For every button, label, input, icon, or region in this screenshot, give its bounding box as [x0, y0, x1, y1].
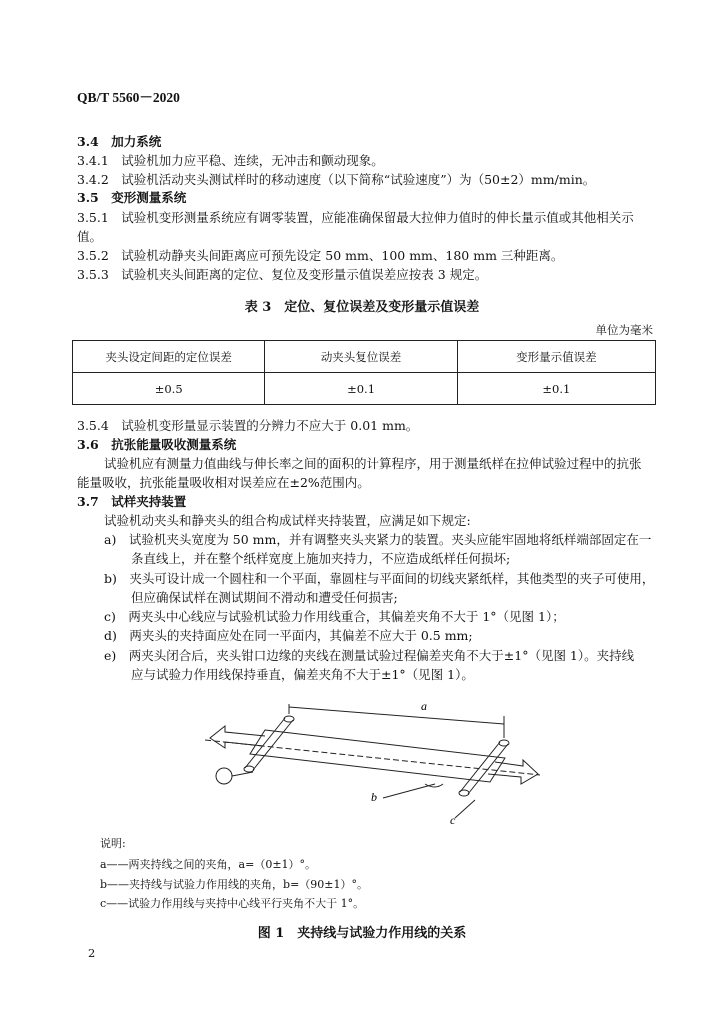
item-b-line2: 但应确保试样在测试期间不滑动和遭受任何损害; — [131, 590, 398, 605]
table-row — [73, 373, 656, 405]
force-line — [205, 740, 540, 775]
specimen-strip — [250, 730, 505, 782]
clause-3-6-line1: 试验机应有测量力值曲线与伸长率之间的面积的计算程序，用于测量纸样在拉伸试验过程中的抗张 — [104, 456, 642, 471]
item-d: d) 两夹头的夹持面应处在同一平面内，其偏差不应大于 0.5 mm; — [104, 628, 473, 643]
right-clamp-line — [468, 744, 508, 794]
clause-3-5-2: 3.5.2 试验机动静夹头间距离应可预先设定 50 mm、100 mm、180 mm 三种距离。 — [77, 248, 564, 263]
clause-3-6-line2: 能量吸收，抗张能量吸收相对误差应在±2%范围内。 — [77, 475, 370, 490]
clause-3-5-4: 3.5.4 试验机变形量显示装置的分辨力不应大于 0.01 mm。 — [77, 418, 419, 433]
right-clamp-end — [459, 790, 469, 796]
table-header-cell: 夹头设定间距的定位误差 — [73, 341, 265, 373]
clause-3-7-intro: 试验机动夹头和静夹头的组合构成试样夹持装置，应满足如下规定: — [104, 513, 471, 528]
table-cell: ±0.1 — [265, 373, 457, 405]
figure-notes-title: 说明: — [100, 837, 126, 850]
clause-3-5-3: 3.5.3 试验机夹头间距离的定位、复位及变形量示值误差应按表 3 规定。 — [77, 267, 488, 282]
page-number: 2 — [88, 946, 96, 960]
section-3-7-heading: 3.7 试样夹持装置 — [77, 494, 187, 509]
leader-b — [383, 784, 435, 798]
item-a-line2: 条直线上，并在整个纸样宽度上施加夹持力，不应造成纸样任何损坏; — [131, 551, 511, 566]
dimension-a — [289, 704, 504, 738]
document-code: QB/T 5560－2020 — [77, 90, 180, 105]
gauge-line — [232, 772, 253, 776]
clause-3-5-1-line1: 3.5.1 试验机变形测量系统应有调零装置，应能准确保留最大拉伸力值时的伸长量示值或其他相关示 — [77, 210, 634, 225]
figure-label-b: b — [371, 790, 377, 804]
table-header-row — [73, 341, 656, 373]
section-3-4-heading: 3.4 加力系统 — [77, 134, 162, 149]
clause-3-5-1-line2: 值。 — [77, 229, 103, 244]
gauge-circle — [216, 768, 232, 784]
item-a-line1: a) 试验机夹头宽度为 50 mm，并有调整夹头夹紧力的装置。夹头应能牢固地将纸样端部固定在一 — [104, 532, 652, 547]
item-c: c) 两夹头中心线应与试验机试验力作用线重合，其偏差夹角不大于 1°（见图 1）； — [104, 609, 565, 624]
left-clamp-line — [245, 718, 285, 768]
left-force-arrow — [210, 726, 265, 748]
section-3-5-heading: 3.5 变形测量系统 — [77, 190, 187, 205]
left-clamp-line — [253, 720, 293, 770]
item-b-line1: b) 夹头可设计成一个圆柱和一个平面，靠圆柱与平面间的切线夹紧纸样，其他类型的夹子可使用， — [104, 571, 655, 586]
table-cell: ±0.5 — [73, 373, 265, 405]
table-3-caption: 表 3 定位、复位误差及变形量示值误差 — [244, 300, 480, 315]
item-e-line1: e) 两夹头闭合后，夹头钳口边缘的夹线在测量试验过程偏差夹角不大于±1°（见图 1）。夹持线 — [104, 648, 635, 663]
figure-note-a: a——两夹持线之间的夹角，a=（0±1）°。 — [100, 858, 317, 871]
figure-1-caption: 图 1 夹持线与试验力作用线的关系 — [257, 926, 467, 941]
item-e-line2: 应与试验力作用线保持垂直，偏差夹角不大于±1°（见图 1）。 — [131, 667, 474, 682]
right-clamp-end — [499, 740, 509, 746]
left-clamp-end — [244, 766, 254, 772]
table-3-unit: 单位为毫米 — [595, 323, 653, 337]
table-header-cell: 变形量示值误差 — [457, 341, 655, 373]
figure-note-b: b——夹持线与试验力作用线的夹角，b=（90±1）°。 — [100, 878, 369, 891]
clause-3-4-1: 3.4.1 试验机加力应平稳、连续，无冲击和颤动现象。 — [77, 153, 384, 168]
leader-c — [455, 800, 475, 818]
table-3 — [72, 340, 656, 405]
left-clamp-end — [284, 716, 294, 722]
figure-label-a: a — [421, 700, 427, 713]
figure-label-c: c — [450, 813, 456, 825]
section-3-6-heading: 3.6 抗张能量吸收测量系统 — [77, 437, 237, 452]
figure-note-c: c——试验力作用线与夹持中心线平行夹角不大于 1°。 — [100, 897, 365, 910]
clause-3-4-2: 3.4.2 试验机活动夹头测试样时的移动速度（以下简称“试验速度”）为（50±2）mm/min。 — [77, 172, 596, 187]
table-header-cell: 动夹头复位误差 — [265, 341, 457, 373]
figure-1-diagram — [205, 700, 545, 825]
table-cell: ±0.1 — [457, 373, 655, 405]
